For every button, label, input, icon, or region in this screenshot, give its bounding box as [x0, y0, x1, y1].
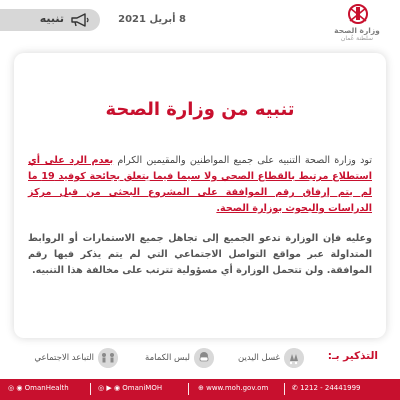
social-icons: ◎ ▶ ◉	[98, 384, 123, 392]
footer-handle-omanimoh[interactable]: ◎ ▶ ◉ OmaniMOH	[98, 384, 163, 392]
reminder-social-distance	[8, 348, 118, 370]
reminder-face-mask	[132, 348, 214, 370]
post-date: 8 أبريل 2021	[118, 14, 186, 25]
reminder-hand-wash	[214, 348, 304, 370]
footer-bar	[0, 379, 400, 400]
footer-phone[interactable]: ✆ 1212 - 24441999	[292, 384, 361, 392]
social-icons: ◎ ◉	[8, 384, 25, 392]
reminders-strip	[0, 340, 400, 376]
notice-paragraph-1	[28, 153, 372, 217]
notice-paragraph-2: وعليه فإن الوزارة تدعو الجميع إلى تجاهل جميع الاستمارات أو الروابط المتداولة عبر مواقع التواصل الاجتماعي التي لم يتم يذكر فيها رقم الموافقة. ولن تتحمل الوزارة أي مسؤولية تترتب على مخالفة هذا التنبيه.	[28, 233, 372, 276]
reminders-title: التذكير بـ:	[327, 350, 378, 362]
paragraph-1-intro: تود وزارة الصحة التنبيه على جميع المواطنين والمقيمين الكرام	[113, 155, 372, 166]
reminder-label: غسل اليدين	[238, 353, 280, 363]
notice-card	[14, 53, 386, 338]
ministry-logo	[320, 4, 394, 44]
brand-line-1: وزارة الصحة	[334, 26, 380, 35]
face-mask-icon	[194, 348, 214, 368]
megaphone-icon	[70, 13, 90, 27]
paragraph-1-highlight: بعدم الرد على أي استطلاع مرتبط بالقطاع الصحي ولا سيما فيما يتعلق بجائحة كوفيد 19 ما لم يتم إرفاق رقم الموافقة على المشروع البحثي من قبل مركز الدراسات والبحوث بوزارة الصحة.	[28, 155, 372, 214]
footer-divider	[284, 383, 285, 395]
hand-wash-icon	[284, 348, 304, 368]
globe-icon: ⊕	[198, 384, 207, 392]
type-label: تنبيه	[39, 12, 64, 25]
footer-divider	[188, 383, 189, 395]
type-badge	[0, 9, 100, 31]
notice-title: تنبيه من وزارة الصحة	[105, 99, 295, 120]
oman-emblem-icon	[344, 4, 372, 26]
phone-icon: ✆	[292, 384, 301, 392]
footer-handle-omanhealth[interactable]: ◎ ◉ OmanHealth	[8, 384, 69, 392]
footer-divider	[90, 383, 91, 395]
social-distance-icon	[98, 348, 118, 368]
header	[0, 0, 400, 48]
reminder-label: لبس الكمامة	[145, 353, 190, 363]
footer-website[interactable]: ⊕ www.moh.gov.om	[198, 384, 269, 392]
reminder-label: التباعد الاجتماعي	[34, 353, 94, 363]
brand-line-2: سلطنة عُمان	[340, 35, 374, 42]
